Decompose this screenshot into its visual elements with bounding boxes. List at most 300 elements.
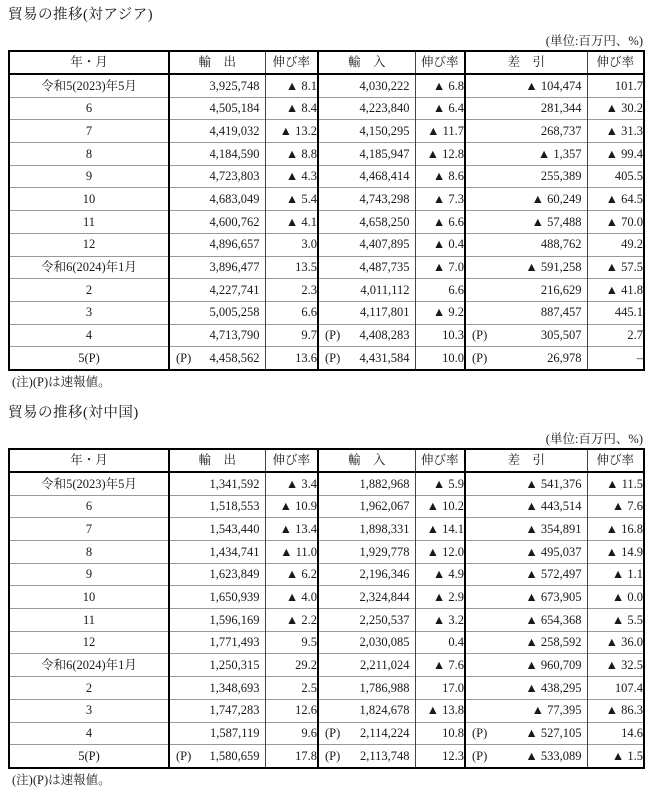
cell-value: 1,543,440 (209, 521, 260, 536)
footnote: (注)(P)は速報値。 (12, 374, 111, 389)
table-row (9, 654, 644, 677)
cell-value: 2,211,024 (359, 658, 410, 673)
preliminary-mark: (P) (325, 328, 341, 343)
table-row (9, 541, 644, 564)
cell-balance-growth: ▲ 70.0 (587, 211, 644, 234)
cell-import-growth: ▲ 11.7 (415, 120, 465, 143)
cell-export (169, 301, 265, 324)
table-row (9, 211, 644, 234)
cell-export (169, 97, 265, 120)
cell-value: 4,117,801 (359, 305, 410, 320)
cell-value: 4,896,657 (209, 237, 260, 252)
cell-import (318, 654, 415, 677)
cell-import (318, 188, 415, 211)
cell-export (169, 699, 265, 722)
cell-import-growth: ▲ 4.9 (415, 563, 465, 586)
cell-value: ▲ 104,474 (525, 78, 582, 93)
preliminary-mark: (P) (325, 748, 341, 763)
cell-year-month: 11 (9, 211, 169, 234)
cell-export (169, 586, 265, 609)
cell-value: 4,407,895 (359, 237, 410, 252)
cell-balance-growth: ▲ 7.6 (587, 495, 644, 518)
cell-value: ▲ 960,709 (525, 658, 582, 673)
cell-export-growth: ▲ 13.4 (265, 518, 318, 541)
cell-value: ▲ 591,258 (525, 260, 582, 275)
column-header-import-growth: 伸び率 (415, 51, 465, 74)
cell-export-growth: ▲ 8.1 (265, 74, 318, 97)
cell-export (169, 347, 265, 370)
cell-value: 1,623,849 (209, 567, 260, 582)
table-row (9, 699, 644, 722)
cell-value: 2,030,085 (359, 635, 410, 650)
cell-value: 5,005,258 (209, 305, 260, 320)
cell-balance (465, 722, 587, 745)
cell-value: 1,518,553 (209, 499, 260, 514)
cell-balance (465, 699, 587, 722)
cell-import-growth: ▲ 14.1 (415, 518, 465, 541)
cell-export-growth: ▲ 4.3 (265, 165, 318, 188)
cell-value: 1,434,741 (209, 544, 260, 559)
table-row (9, 518, 644, 541)
table-row (9, 120, 644, 143)
cell-balance (465, 631, 587, 654)
cell-value: 3,925,748 (209, 78, 260, 93)
cell-balance (465, 256, 587, 279)
cell-value: 4,487,735 (359, 260, 410, 275)
cell-import-growth: 17.0 (415, 677, 465, 700)
cell-value: 4,600,762 (209, 214, 260, 229)
cell-value: ▲ 354,891 (525, 521, 582, 536)
cell-import (318, 495, 415, 518)
cell-value: ▲ 673,905 (525, 589, 582, 604)
cell-import (318, 279, 415, 302)
cell-import (318, 120, 415, 143)
cell-balance (465, 518, 587, 541)
cell-import (318, 631, 415, 654)
cell-value: 4,723,803 (209, 169, 260, 184)
cell-balance-growth: ▲ 14.9 (587, 541, 644, 564)
cell-year-month: 7 (9, 120, 169, 143)
cell-value: 2,324,844 (359, 589, 410, 604)
cell-value: 1,786,988 (359, 680, 410, 695)
cell-export (169, 211, 265, 234)
cell-value: 1,882,968 (359, 476, 410, 491)
cell-value: 4,223,840 (359, 101, 410, 116)
cell-value: 2,114,224 (359, 726, 410, 741)
cell-balance-growth: ▲ 32.5 (587, 654, 644, 677)
table-row (9, 74, 644, 97)
cell-balance (465, 74, 587, 97)
cell-balance-growth: 405.5 (587, 165, 644, 188)
cell-export-growth: 9.5 (265, 631, 318, 654)
cell-import (318, 233, 415, 256)
cell-export-growth: ▲ 3.4 (265, 472, 318, 495)
cell-value: 1,747,283 (209, 703, 260, 718)
cell-export-growth: 13.6 (265, 347, 318, 370)
cell-value: 488,762 (540, 237, 582, 252)
cell-year-month: 3 (9, 699, 169, 722)
cell-balance-growth: 107.4 (587, 677, 644, 700)
cell-import-growth: ▲ 7.0 (415, 256, 465, 279)
cell-balance-growth: ▲ 57.5 (587, 256, 644, 279)
cell-year-month: 令和6(2024)年1月 (9, 256, 169, 279)
cell-export-growth: 9.6 (265, 722, 318, 745)
cell-import-growth: ▲ 6.4 (415, 97, 465, 120)
cell-balance-growth: ▲ 36.0 (587, 631, 644, 654)
cell-value: 4,185,947 (359, 146, 410, 161)
cell-import (318, 745, 415, 768)
cell-value: 2,113,748 (359, 748, 410, 763)
preliminary-mark: (P) (472, 748, 488, 763)
trade-table-asia (8, 50, 645, 371)
cell-value: 216,629 (540, 282, 582, 297)
cell-balance (465, 97, 587, 120)
cell-export (169, 279, 265, 302)
cell-import-growth: ▲ 3.2 (415, 609, 465, 632)
cell-year-month: 10 (9, 586, 169, 609)
cell-export-growth: 13.5 (265, 256, 318, 279)
cell-value: 1,898,331 (359, 521, 410, 536)
cell-year-month: 4 (9, 722, 169, 745)
cell-balance-growth: ▲ 1.1 (587, 563, 644, 586)
cell-year-month: 12 (9, 631, 169, 654)
cell-year-month: 12 (9, 233, 169, 256)
cell-export (169, 74, 265, 97)
cell-export (169, 518, 265, 541)
table-row (9, 233, 644, 256)
cell-year-month: 6 (9, 97, 169, 120)
cell-export (169, 631, 265, 654)
cell-value: ▲ 77,395 (531, 703, 582, 718)
cell-balance (465, 745, 587, 768)
preliminary-mark: (P) (176, 350, 192, 365)
table-row (9, 563, 644, 586)
table-row (9, 677, 644, 700)
cell-export (169, 654, 265, 677)
column-header-export: 輸 出 (169, 51, 265, 74)
cell-value: 4,431,584 (359, 350, 410, 365)
cell-year-month: 5(P) (9, 347, 169, 370)
cell-import-growth: 6.6 (415, 279, 465, 302)
cell-year-month: 4 (9, 324, 169, 347)
cell-import-growth: ▲ 7.6 (415, 654, 465, 677)
cell-balance (465, 279, 587, 302)
cell-balance-growth: 49.2 (587, 233, 644, 256)
cell-balance (465, 165, 587, 188)
cell-export (169, 677, 265, 700)
cell-export-growth: 12.6 (265, 699, 318, 722)
trade-table-china (8, 448, 645, 769)
cell-value: 268,737 (540, 123, 582, 138)
cell-import-growth: ▲ 12.8 (415, 143, 465, 166)
cell-balance (465, 541, 587, 564)
cell-export-growth: ▲ 4.0 (265, 586, 318, 609)
table-row (9, 256, 644, 279)
cell-value: ▲ 438,295 (525, 680, 582, 695)
cell-import (318, 211, 415, 234)
cell-import (318, 165, 415, 188)
table-row (9, 722, 644, 745)
cell-value: 1,596,169 (209, 612, 260, 627)
cell-balance-growth: ▲ 11.5 (587, 472, 644, 495)
cell-value: ▲ 60,249 (531, 192, 582, 207)
preliminary-mark: (P) (472, 726, 488, 741)
cell-import-growth: 12.3 (415, 745, 465, 768)
cell-year-month: 9 (9, 563, 169, 586)
cell-year-month: 6 (9, 495, 169, 518)
cell-import-growth: ▲ 2.9 (415, 586, 465, 609)
cell-value: 887,457 (540, 305, 582, 320)
table-row (9, 279, 644, 302)
table-row (9, 631, 644, 654)
cell-export-growth: ▲ 11.0 (265, 541, 318, 564)
cell-import-growth: ▲ 9.2 (415, 301, 465, 324)
cell-balance (465, 233, 587, 256)
preliminary-mark: (P) (472, 328, 488, 343)
cell-balance (465, 188, 587, 211)
cell-value: 4,713,790 (209, 328, 260, 343)
cell-year-month: 11 (9, 609, 169, 632)
cell-export (169, 609, 265, 632)
preliminary-mark: (P) (325, 350, 341, 365)
cell-export (169, 541, 265, 564)
page-title-asia: 貿易の推移(対アジア) (8, 7, 154, 23)
cell-value: ▲ 572,497 (525, 567, 582, 582)
cell-balance (465, 495, 587, 518)
trade-block-asia (8, 6, 643, 390)
cell-balance (465, 347, 587, 370)
cell-value: 1,348,693 (209, 680, 260, 695)
cell-value: 4,468,414 (359, 169, 410, 184)
cell-value: 4,419,032 (209, 123, 260, 138)
column-header-balance: 差 引 (465, 51, 587, 74)
cell-export-growth: 6.6 (265, 301, 318, 324)
header-row (9, 449, 644, 472)
cell-year-month: 5(P) (9, 745, 169, 768)
cell-value: 4,408,283 (359, 328, 410, 343)
cell-value: ▲ 495,037 (525, 544, 582, 559)
cell-balance (465, 120, 587, 143)
cell-import-growth: ▲ 13.8 (415, 699, 465, 722)
header-row (9, 51, 644, 74)
cell-export (169, 120, 265, 143)
cell-value: 3,896,477 (209, 260, 260, 275)
cell-import-growth: ▲ 12.0 (415, 541, 465, 564)
cell-export (169, 722, 265, 745)
cell-balance (465, 472, 587, 495)
cell-export-growth: 17.8 (265, 745, 318, 768)
cell-import (318, 301, 415, 324)
cell-export-growth: ▲ 8.8 (265, 143, 318, 166)
cell-year-month: 8 (9, 541, 169, 564)
cell-import (318, 699, 415, 722)
cell-year-month: 2 (9, 677, 169, 700)
cell-import (318, 97, 415, 120)
cell-import (318, 324, 415, 347)
cell-import (318, 472, 415, 495)
cell-balance-growth: 2.7 (587, 324, 644, 347)
unit-label: (単位:百万円、%) (545, 34, 643, 48)
cell-year-month: 2 (9, 279, 169, 302)
cell-year-month: 令和5(2023)年5月 (9, 74, 169, 97)
cell-export-growth: ▲ 10.9 (265, 495, 318, 518)
cell-import (318, 563, 415, 586)
cell-import-growth: ▲ 5.9 (415, 472, 465, 495)
cell-import-growth: ▲ 0.4 (415, 233, 465, 256)
table-row (9, 609, 644, 632)
cell-balance-growth: ▲ 31.3 (587, 120, 644, 143)
unit-label: (単位:百万円、%) (545, 431, 643, 446)
cell-value: 4,011,112 (360, 282, 410, 297)
cell-import (318, 518, 415, 541)
cell-export-growth: 9.7 (265, 324, 318, 347)
cell-export-growth: 3.0 (265, 233, 318, 256)
cell-export (169, 165, 265, 188)
cell-export-growth: ▲ 13.2 (265, 120, 318, 143)
cell-import-growth: 10.3 (415, 324, 465, 347)
cell-import (318, 143, 415, 166)
cell-import-growth: ▲ 6.6 (415, 211, 465, 234)
column-header-import-growth: 伸び率 (415, 449, 465, 472)
cell-value: 2,196,346 (359, 567, 410, 582)
cell-export-growth: ▲ 5.4 (265, 188, 318, 211)
cell-value: 2,250,537 (359, 612, 410, 627)
table-row (9, 472, 644, 495)
cell-import (318, 347, 415, 370)
column-header-import: 輸 入 (318, 449, 415, 472)
column-header-balance-growth: 伸び率 (587, 51, 644, 74)
cell-value: ▲ 527,105 (525, 726, 582, 741)
cell-value: ▲ 654,368 (525, 612, 582, 627)
cell-import-growth: 10.0 (415, 347, 465, 370)
cell-export (169, 233, 265, 256)
cell-export-growth: 2.3 (265, 279, 318, 302)
column-header-balance: 差 引 (465, 449, 587, 472)
cell-value: 1,962,067 (359, 499, 410, 514)
cell-year-month: 7 (9, 518, 169, 541)
cell-value: 26,978 (547, 350, 582, 365)
table-row (9, 495, 644, 518)
cell-value: 1,771,493 (209, 635, 260, 650)
table-row (9, 347, 644, 370)
cell-export (169, 745, 265, 768)
cell-year-month: 3 (9, 301, 169, 324)
cell-value: 4,227,741 (209, 282, 260, 297)
table-row (9, 324, 644, 347)
cell-balance (465, 211, 587, 234)
cell-year-month: 9 (9, 165, 169, 188)
preliminary-mark: (P) (176, 748, 192, 763)
cell-balance-growth: ▲ 1.5 (587, 745, 644, 768)
cell-import (318, 541, 415, 564)
cell-import (318, 74, 415, 97)
cell-value: 4,184,590 (209, 146, 260, 161)
cell-value: 255,389 (540, 169, 582, 184)
cell-export-growth: 29.2 (265, 654, 318, 677)
footnote: (注)(P)は速報値。 (12, 772, 111, 787)
cell-value: 1,341,592 (209, 476, 260, 491)
column-header-year-month: 年・月 (9, 51, 169, 74)
cell-export (169, 188, 265, 211)
table-row (9, 745, 644, 768)
cell-export (169, 324, 265, 347)
cell-value: 281,344 (540, 101, 582, 116)
column-header-export: 輸 出 (169, 449, 265, 472)
cell-value: 1,250,315 (209, 658, 260, 673)
cell-year-month: 10 (9, 188, 169, 211)
cell-year-month: 8 (9, 143, 169, 166)
cell-import-growth: ▲ 8.6 (415, 165, 465, 188)
cell-value: 4,683,049 (209, 192, 260, 207)
cell-import (318, 677, 415, 700)
cell-import (318, 256, 415, 279)
cell-value: ▲ 57,488 (531, 214, 582, 229)
cell-export-growth: ▲ 8.4 (265, 97, 318, 120)
cell-value: 4,743,298 (359, 192, 410, 207)
cell-balance (465, 654, 587, 677)
cell-balance-growth: ▲ 86.3 (587, 699, 644, 722)
cell-value: 1,650,939 (209, 589, 260, 604)
cell-balance (465, 324, 587, 347)
column-header-import: 輸 入 (318, 51, 415, 74)
cell-value: ▲ 1,357 (537, 146, 582, 161)
cell-export-growth: ▲ 4.1 (265, 211, 318, 234)
cell-balance-growth: – (587, 347, 644, 370)
column-header-year-month: 年・月 (9, 449, 169, 472)
cell-balance-growth: ▲ 64.5 (587, 188, 644, 211)
cell-year-month: 令和5(2023)年5月 (9, 472, 169, 495)
cell-balance-growth: ▲ 99.4 (587, 143, 644, 166)
cell-balance-growth: ▲ 0.0 (587, 586, 644, 609)
cell-export (169, 472, 265, 495)
cell-balance-growth: ▲ 41.8 (587, 279, 644, 302)
cell-export (169, 495, 265, 518)
cell-export (169, 143, 265, 166)
table-body-asia (9, 74, 644, 370)
column-header-balance-growth: 伸び率 (587, 449, 644, 472)
cell-import (318, 609, 415, 632)
cell-balance (465, 677, 587, 700)
cell-value: 4,030,222 (359, 78, 410, 93)
cell-import-growth: 0.4 (415, 631, 465, 654)
cell-export (169, 563, 265, 586)
cell-year-month: 令和6(2024)年1月 (9, 654, 169, 677)
cell-balance-growth: 14.6 (587, 722, 644, 745)
cell-value: 4,658,250 (359, 214, 410, 229)
table-row (9, 188, 644, 211)
cell-balance-growth: ▲ 16.8 (587, 518, 644, 541)
cell-balance (465, 586, 587, 609)
cell-export (169, 256, 265, 279)
cell-value: 1,580,659 (209, 748, 260, 763)
table-row (9, 586, 644, 609)
cell-balance-growth: 445.1 (587, 301, 644, 324)
table-row (9, 97, 644, 120)
cell-value: 4,458,562 (209, 350, 260, 365)
cell-value: ▲ 533,089 (525, 748, 582, 763)
cell-import (318, 586, 415, 609)
cell-balance (465, 143, 587, 166)
preliminary-mark: (P) (472, 350, 488, 365)
cell-value: 4,505,184 (209, 101, 260, 116)
cell-export-growth: 2.5 (265, 677, 318, 700)
cell-value: ▲ 443,514 (525, 499, 582, 514)
trade-block-china (8, 404, 643, 788)
cell-import-growth: ▲ 7.3 (415, 188, 465, 211)
column-header-export-growth: 伸び率 (265, 449, 318, 472)
cell-value: 4,150,295 (359, 123, 410, 138)
table-body-china (9, 472, 644, 768)
